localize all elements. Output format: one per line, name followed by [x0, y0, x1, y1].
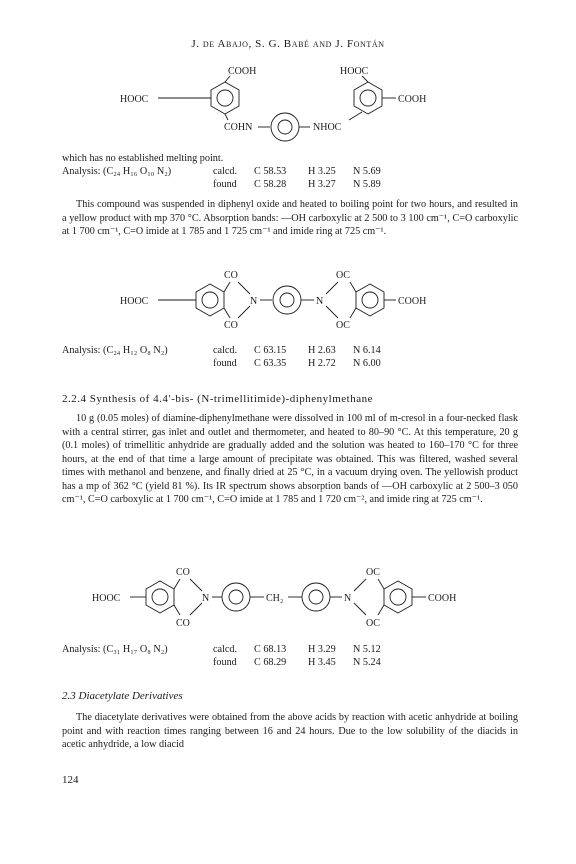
s1-hooc-top-right: HOOC: [340, 66, 369, 77]
chemical-structure-2: [100, 264, 480, 340]
s2-co-top-left: CO: [224, 270, 238, 281]
section-heading-2-2-4: 2.2.4 Synthesis of 4.4′-bis- (N-trimellitimide)-diphenylmethane: [62, 393, 373, 405]
analysis1-calcd-label: calcd.: [213, 166, 238, 177]
analysis3-found-c: C 68.29: [254, 657, 287, 668]
s2-cooh-right: COOH: [398, 296, 427, 307]
analysis2-label: Analysis: (C₂₄ H₁₂ O₈ N₂): [62, 345, 168, 356]
running-header: J. de Abajo, S. G. Babé and J. Fontán: [191, 38, 385, 50]
para1-line: which has no established melting point.: [62, 153, 224, 164]
analysis3-calcd-n: N 5.12: [353, 644, 381, 655]
chemical-structure-1: [100, 60, 480, 146]
analysis2-calcd-n: N 6.14: [353, 345, 381, 356]
s1-cohn: COHN: [224, 122, 253, 133]
s3-cooh-right: COOH: [428, 593, 457, 604]
analysis1-found-label: found: [213, 179, 237, 190]
s2-hooc-left: HOOC: [120, 296, 149, 307]
section-heading-2-3: 2.3 Diacetylate Derivatives: [62, 690, 183, 702]
s3-hooc-left: HOOC: [92, 593, 121, 604]
analysis1-found-n: N 5.89: [353, 179, 381, 190]
analysis2-calcd-c: C 63.15: [254, 345, 287, 356]
s2-oc-bottom-right: OC: [336, 320, 350, 331]
s3-n-left: N: [202, 593, 210, 604]
s2-n-left: N: [250, 296, 258, 307]
analysis1-found-h: H 3.27: [308, 179, 336, 190]
analysis3-calcd-h: H 3.29: [308, 644, 336, 655]
analysis3-calcd-c: C 68.13: [254, 644, 287, 655]
analysis2-found-h: H 2.72: [308, 358, 336, 369]
analysis3-found-label: found: [213, 657, 237, 668]
s1-cooh-right: COOH: [398, 94, 427, 105]
analysis2-found-label: found: [213, 358, 237, 369]
analysis3-label: Analysis: (C₃₁ H₁₇ O₈ N₂): [62, 644, 168, 655]
analysis1-calcd-c: C 58.53: [254, 166, 287, 177]
s3-oc-bottom: OC: [366, 618, 380, 629]
s3-ch2: CH₂: [266, 593, 284, 604]
analysis2-found-c: C 63.35: [254, 358, 287, 369]
analysis2-found-n: N 6.00: [353, 358, 381, 369]
analysis2-calcd-label: calcd.: [213, 345, 238, 356]
s1-hooc-left: HOOC: [120, 94, 149, 105]
s2-n-right: N: [316, 296, 324, 307]
section-2-3-paragraph: The diacetylate derivatives were obtained from the above acids by reaction with acetic anhydride at boiling point and with reaction times ranging between 16 and 24 hours. Due to the low solubility of the diacids in acetic anhydride, a low diacid: [62, 712, 518, 750]
page-number: 124: [62, 774, 79, 786]
s1-nhoc: NHOC: [313, 122, 342, 133]
s3-n-right: N: [344, 593, 352, 604]
s2-oc-top-right: OC: [336, 270, 350, 281]
analysis3-found-h: H 3.45: [308, 657, 336, 668]
para2: This compound was suspended in diphenyl oxide and heated to boiling point for two hours, and resulted in a yellow product with mp 370 °C. Absorption bands: —OH carboxylic at 2 500 to 3 100 cm⁻¹, C=O carboxylic at 1 700 cm⁻¹, C=O imide at 1 785 and 1 725 cm⁻¹ and imide ring at 725 cm⁻¹.: [62, 199, 518, 237]
analysis1-calcd-n: N 5.69: [353, 166, 381, 177]
s3-co-top: CO: [176, 567, 190, 578]
section-2-2-4-paragraph: 10 g (0.05 moles) of diamine-diphenylmethane were dissolved in 100 ml of m-cresol in a four-necked flask with a central stirrer, gas inlet and outlet and thermometer, and heated to 80–90 °C. At this temperature, 20 g (0.1 moles) of trimellitic anhydride are gradually added and the solution was heated to 160–170 °C for three hours, at the end of that time a large amount of precipitate was obtained. This was filtered, washed several times with methanol and benzene, and finally dried at 25 °C, in a vacuum drying oven. The yellowish product has a mp of 362 °C (yield 81 %). Its IR spectrum shows absorption bands of —OH carboxylic at 2 500–3 050 cm⁻¹, C=O carboxylic at 1 700 cm⁻¹, C=O imide at 1 785 and 1 720 cm⁻², and imide ring at 725 cm⁻¹.: [62, 413, 518, 505]
analysis2-calcd-h: H 2.63: [308, 345, 336, 356]
analysis1-found-c: C 58.28: [254, 179, 287, 190]
analysis1-label: Analysis: (C₂₄ H₁₆ O₁₀ N₂): [62, 166, 172, 177]
s1-cooh-top-left: COOH: [228, 66, 257, 77]
s3-oc-top: OC: [366, 567, 380, 578]
s3-co-bottom: CO: [176, 618, 190, 629]
s2-co-bottom-left: CO: [224, 320, 238, 331]
analysis3-calcd-label: calcd.: [213, 644, 238, 655]
chemical-structure-3: [86, 560, 506, 638]
analysis1-calcd-h: H 3.25: [308, 166, 336, 177]
analysis3-found-n: N 5.24: [353, 657, 381, 668]
